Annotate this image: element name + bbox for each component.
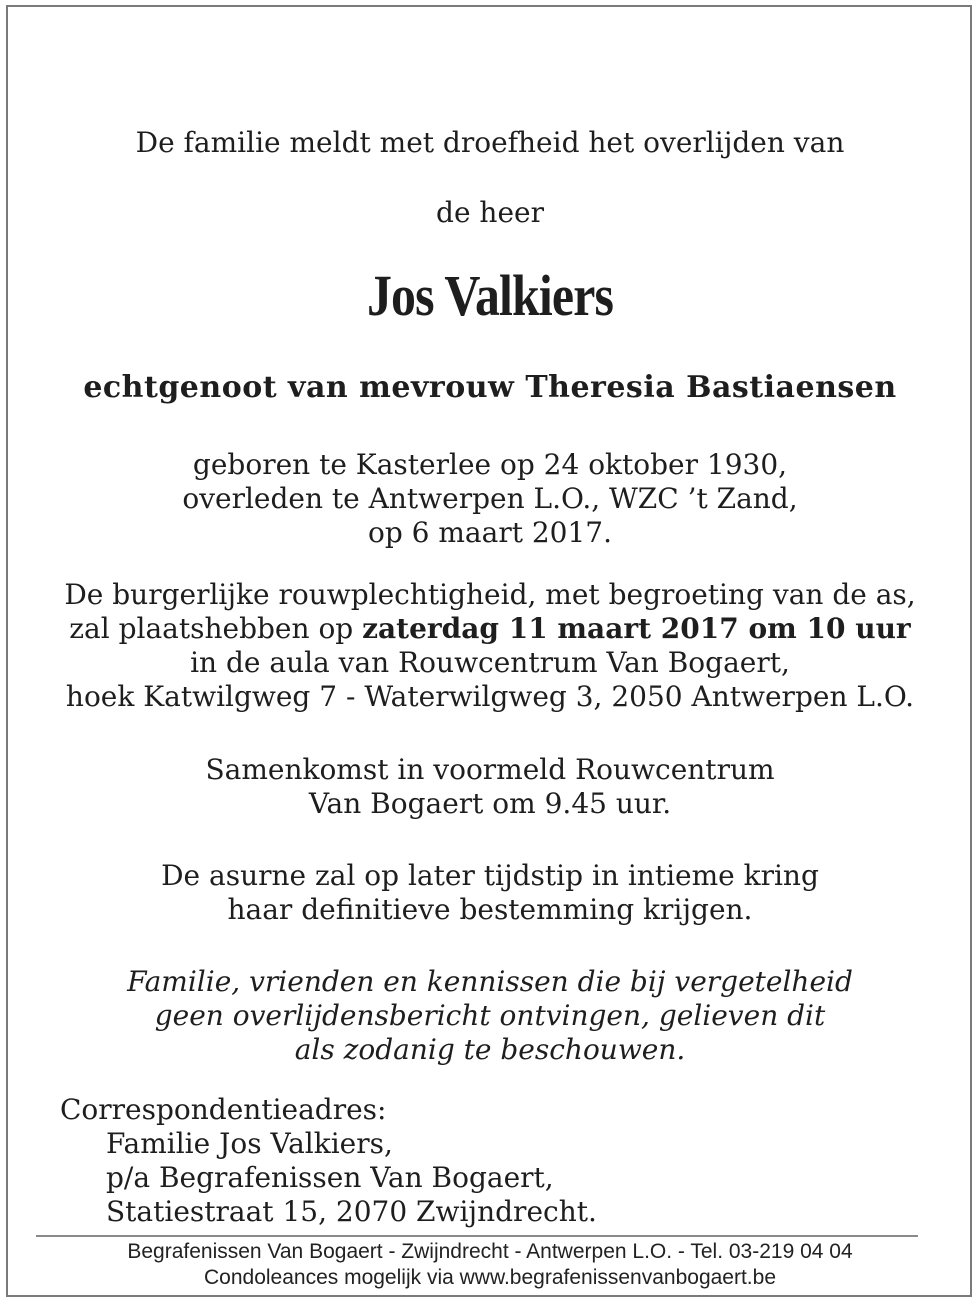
notice-line-1: Familie, vrienden en kennissen die bij vergetelheid (127, 965, 853, 998)
urn-line-2: haar definitieve bestemming krijgen. (227, 893, 753, 926)
correspondence-label: Correspondentieadres: (60, 1093, 387, 1126)
correspondence-name: Familie Jos Valkiers, (106, 1127, 393, 1160)
urn-block (0, 859, 980, 927)
deceased-name: Jos Valkiers (366, 263, 614, 328)
footer-divider (36, 1235, 918, 1237)
correspondence-street: Statiestraat 15, 2070 Zwijndrecht. (106, 1195, 597, 1228)
death-date-line: op 6 maart 2017. (367, 516, 613, 549)
notice-line-2: geen overlijdensbericht ontvingen, gelieven dit (154, 999, 826, 1032)
footer-condolences: Condoleances mogelijk via www.begrafenissenvanbogaert.be (203, 1266, 776, 1289)
ceremony-line-2 (0, 612, 980, 646)
honorific: de heer (436, 196, 544, 229)
notice-line-3: als zodanig te beschouwen. (294, 1033, 686, 1066)
ceremony-line-1: De burgerlijke rouwplechtigheid, met begroeting van de as, (64, 578, 916, 611)
birth-line: geboren te Kasterlee op 24 oktober 1930, (192, 448, 788, 481)
spouse-line: echtgenoot van mevrouw Theresia Bastiaensen (83, 370, 897, 405)
urn-line-1: De asurne zal op later tijdstip in intieme kring (161, 859, 819, 892)
ceremony-block (0, 578, 980, 714)
gathering-block (0, 753, 980, 821)
correspondence-block (60, 1093, 597, 1229)
correspondence-care-of: p/a Begrafenissen Van Bogaert, (106, 1161, 554, 1194)
gathering-line-1: Samenkomst in voormeld Rouwcentrum (205, 753, 775, 786)
birth-death-block (0, 448, 980, 550)
notice-block (0, 965, 980, 1067)
ceremony-address: hoek Katwilgweg 7 - Waterwilgweg 3, 2050 Antwerpen L.O. (65, 680, 915, 713)
ceremony-line-3: in de aula van Rouwcentrum Van Bogaert, (190, 646, 790, 679)
gathering-line-2: Van Bogaert om 9.45 uur. (308, 787, 672, 820)
ceremony-date-prefix: zal plaatshebben op (69, 612, 363, 645)
footer (0, 1239, 980, 1291)
footer-contact: Begrafenissen Van Bogaert - Zwijndrecht - Antwerpen L.O. - Tel. 03-219 04 04 (127, 1240, 853, 1263)
ceremony-date: zaterdag 11 maart 2017 om 10 uur (362, 612, 911, 645)
intro-text: De familie meldt met droefheid het overlijden van (135, 126, 845, 159)
death-place-line: overleden te Antwerpen L.O., WZC ’t Zand, (182, 482, 798, 515)
